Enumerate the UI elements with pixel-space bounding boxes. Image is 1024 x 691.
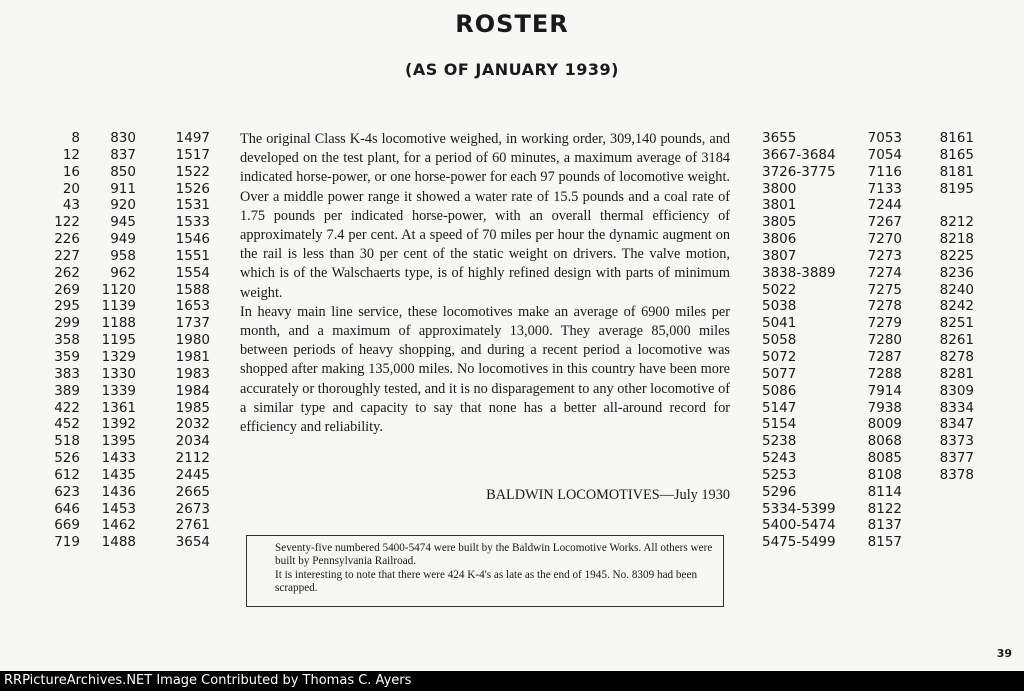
roster-number: 5243 (762, 450, 797, 467)
roster-number: 8261 (939, 332, 974, 349)
roster-number: 646 (54, 500, 80, 517)
roster-number: 1985 (175, 399, 210, 416)
roster-number: 227 (54, 247, 80, 264)
roster-number: 7279 (867, 315, 902, 332)
roster-number: 8334 (939, 399, 974, 416)
roster-number: 8251 (939, 315, 974, 332)
roster-number: 1488 (101, 534, 136, 551)
roster-number: 5077 (762, 365, 797, 382)
roster-number: 383 (54, 365, 80, 382)
roster-number: 958 (110, 247, 136, 264)
roster-number: 911 (110, 180, 136, 197)
roster-number: 262 (54, 264, 80, 281)
roster-number: 8309 (939, 382, 974, 399)
roster-number: 8218 (939, 231, 974, 248)
roster-number: 830 (110, 130, 136, 146)
roster-number: 12 (62, 146, 80, 163)
roster-number: 1522 (175, 163, 210, 180)
roster-number: 5475-5499 (762, 534, 836, 551)
roster-number: 1453 (101, 500, 136, 517)
roster-number: 7274 (867, 264, 902, 281)
roster-number: 8009 (867, 416, 902, 433)
roster-number: 962 (110, 264, 136, 281)
roster-number: 5154 (762, 416, 797, 433)
roster-number: 122 (54, 214, 80, 231)
roster-number: 7278 (867, 298, 902, 315)
roster-number: 20 (62, 180, 80, 197)
roster-number: 949 (110, 231, 136, 248)
roster-number: 623 (54, 483, 80, 500)
roster-number: 3806 (762, 231, 797, 248)
roster-number: 8114 (867, 483, 902, 500)
roster-number: 269 (54, 281, 80, 298)
watermark-footer: RRPictureArchives.NET Image Contributed by Thomas C. Ayers (0, 671, 1024, 691)
description-text (240, 130, 730, 437)
roster-column-left-3 (160, 130, 210, 551)
roster-number: 2034 (175, 433, 210, 450)
roster-number: 452 (54, 416, 80, 433)
roster-number: 7053 (867, 130, 902, 146)
roster-number: 5238 (762, 433, 797, 450)
roster-number: 8195 (939, 180, 974, 197)
roster-number: 8165 (939, 146, 974, 163)
roster-number: 1737 (175, 315, 210, 332)
roster-number: 3667-3684 (762, 146, 836, 163)
roster-number: 3726-3775 (762, 163, 836, 180)
roster-number: 7116 (867, 163, 902, 180)
page-title: ROSTER (455, 10, 569, 38)
roster-number: 1120 (101, 281, 136, 298)
roster-number: 1330 (101, 365, 136, 382)
roster-number: 1497 (175, 130, 210, 146)
page-number: 39 (996, 647, 1012, 660)
roster-number: 3655 (762, 130, 797, 146)
roster-number: 8347 (939, 416, 974, 433)
roster-number: 8137 (867, 517, 902, 534)
roster-number: 1588 (175, 281, 210, 298)
roster-number: 1554 (175, 264, 210, 281)
roster-number: 5334-5399 (762, 500, 836, 517)
roster-number: 3807 (762, 247, 797, 264)
roster-number: 7273 (867, 247, 902, 264)
roster-number: 5400-5474 (762, 517, 836, 534)
roster-number: 1531 (175, 197, 210, 214)
roster-number: 1526 (175, 180, 210, 197)
roster-number: 226 (54, 231, 80, 248)
roster-number: 7244 (867, 197, 902, 214)
roster-number: 8212 (939, 214, 974, 231)
roster-number: 3801 (762, 197, 797, 214)
roster-number: 945 (110, 214, 136, 231)
roster-number: 7288 (867, 365, 902, 382)
roster-number: 8236 (939, 264, 974, 281)
roster-number: 837 (110, 146, 136, 163)
roster-number: 3654 (175, 534, 210, 551)
roster-number: 7054 (867, 146, 902, 163)
roster-number: 1984 (175, 382, 210, 399)
roster-number: 16 (62, 163, 80, 180)
roster-number: 1329 (101, 348, 136, 365)
roster-number: 2761 (175, 517, 210, 534)
roster-number: 1462 (101, 517, 136, 534)
roster-number: 8108 (867, 466, 902, 483)
paragraph: In heavy main line service, these locomotives make an average of 6900 miles per month, and a maximum of approximately 13,000. They average 85,000 miles between periods of heavy shopping, and during a recent period a locomotive was shopped after making 135,000 miles. No locomotives in this country have been more accurately or thoroughly tested, and it is no disparagement to any other locomotive of a similar type and capacity to say that none has a better all-around record for efficiency and reliability. (240, 303, 730, 436)
roster-number: 5296 (762, 483, 797, 500)
roster-number: 719 (54, 534, 80, 551)
roster-number: 3838-3889 (762, 264, 836, 281)
roster-number: 526 (54, 450, 80, 467)
roster-number: 1983 (175, 365, 210, 382)
roster-number: 1546 (175, 231, 210, 248)
roster-number: 1339 (101, 382, 136, 399)
roster-number (926, 197, 974, 214)
roster-number: 8122 (867, 500, 902, 517)
paragraph: The original Class K-4s locomotive weighed, in working order, 309,140 pounds, and developed on the test plant, for a period of 60 minutes, a maximum average of 3184 indicated horse-power, or one horse-power for each 97 pounds of locomotive weight. Over a middle power range it showed a water rate of 15.5 pounds and a coal rate of 1.75 pounds per indicated horse-power, with an overall thermal efficiency of approximately 7.4 per cent. At a speed of 70 miles per hour the dynamic augment on the rail is less than 30 per cent of the static weight on drivers. The valve motion, which is of the Walschaerts type, is of highly refined design with parts of minimum weight. (240, 131, 730, 301)
roster-number: 3800 (762, 180, 797, 197)
roster-number: 2673 (175, 500, 210, 517)
roster-number: 5072 (762, 348, 797, 365)
source-credit: BALDWIN LOCOMOTIVES—July 1930 (486, 487, 730, 503)
roster-number: 850 (110, 163, 136, 180)
page-subtitle: (AS OF JANUARY 1939) (405, 60, 619, 79)
roster-number: 8181 (939, 163, 974, 180)
roster-number: 5058 (762, 332, 797, 349)
roster-number: 8242 (939, 298, 974, 315)
roster-number: 5147 (762, 399, 797, 416)
roster-number: 7938 (867, 399, 902, 416)
roster-number: 1533 (175, 214, 210, 231)
roster-number: 389 (54, 382, 80, 399)
note-box (246, 535, 724, 607)
roster-number: 8157 (867, 534, 902, 551)
roster-number: 1981 (175, 348, 210, 365)
roster-number: 7267 (867, 214, 902, 231)
note-line: Seventy-five numbered 5400-5474 were built by the Baldwin Locomotive Works. All others were built by Pennsylvania Railroad. (275, 542, 713, 568)
roster-number: 669 (54, 517, 80, 534)
roster-number: 1653 (175, 298, 210, 315)
roster-number: 7270 (867, 231, 902, 248)
roster-number: 8225 (939, 247, 974, 264)
roster-number: 1517 (175, 146, 210, 163)
roster-number: 8240 (939, 281, 974, 298)
roster-number: 7287 (867, 348, 902, 365)
roster-number: 5253 (762, 466, 797, 483)
roster-number: 8278 (939, 348, 974, 365)
roster-number: 7280 (867, 332, 902, 349)
roster-number: 1195 (101, 332, 136, 349)
roster-number: 295 (54, 298, 80, 315)
roster-column-right-2 (856, 130, 902, 551)
roster-number: 359 (54, 348, 80, 365)
roster-number: 1395 (101, 433, 136, 450)
roster-number: 8 (71, 130, 80, 146)
roster-number: 358 (54, 332, 80, 349)
roster-number: 422 (54, 399, 80, 416)
roster-number: 8161 (939, 130, 974, 146)
roster-number: 299 (54, 315, 80, 332)
roster-number: 5041 (762, 315, 797, 332)
roster-number: 1435 (101, 466, 136, 483)
roster-number: 7133 (867, 180, 902, 197)
roster-number: 8281 (939, 365, 974, 382)
roster-number: 1392 (101, 416, 136, 433)
roster-number: 7914 (867, 382, 902, 399)
roster-number: 5022 (762, 281, 797, 298)
roster-number: 1361 (101, 399, 136, 416)
roster-number: 7275 (867, 281, 902, 298)
roster-number: 5086 (762, 382, 797, 399)
roster-number: 518 (54, 433, 80, 450)
roster-number: 8377 (939, 450, 974, 467)
roster-column-left-1 (30, 130, 80, 551)
roster-number: 8085 (867, 450, 902, 467)
roster-number: 1433 (101, 450, 136, 467)
roster-number: 2445 (175, 466, 210, 483)
roster-number: 8068 (867, 433, 902, 450)
roster-number: 1980 (175, 332, 210, 349)
roster-number: 5038 (762, 298, 797, 315)
roster-number: 1188 (101, 315, 136, 332)
roster-number: 43 (62, 197, 80, 214)
roster-number: 3805 (762, 214, 797, 231)
roster-column-left-2 (90, 130, 136, 551)
roster-number: 8378 (939, 466, 974, 483)
roster-column-right-3 (926, 130, 974, 484)
note-line: It is interesting to note that there were 424 K-4's as late as the end of 1945. No. 8309 had been scrapped. (275, 568, 698, 595)
roster-number: 2665 (175, 483, 210, 500)
roster-number: 612 (54, 466, 80, 483)
roster-number: 2112 (175, 450, 210, 467)
roster-number: 1139 (101, 298, 136, 315)
roster-number: 1551 (175, 247, 210, 264)
roster-number: 1436 (101, 483, 136, 500)
roster-number: 920 (110, 197, 136, 214)
roster-column-right-1 (762, 130, 852, 551)
roster-number: 2032 (175, 416, 210, 433)
roster-number: 8373 (939, 433, 974, 450)
